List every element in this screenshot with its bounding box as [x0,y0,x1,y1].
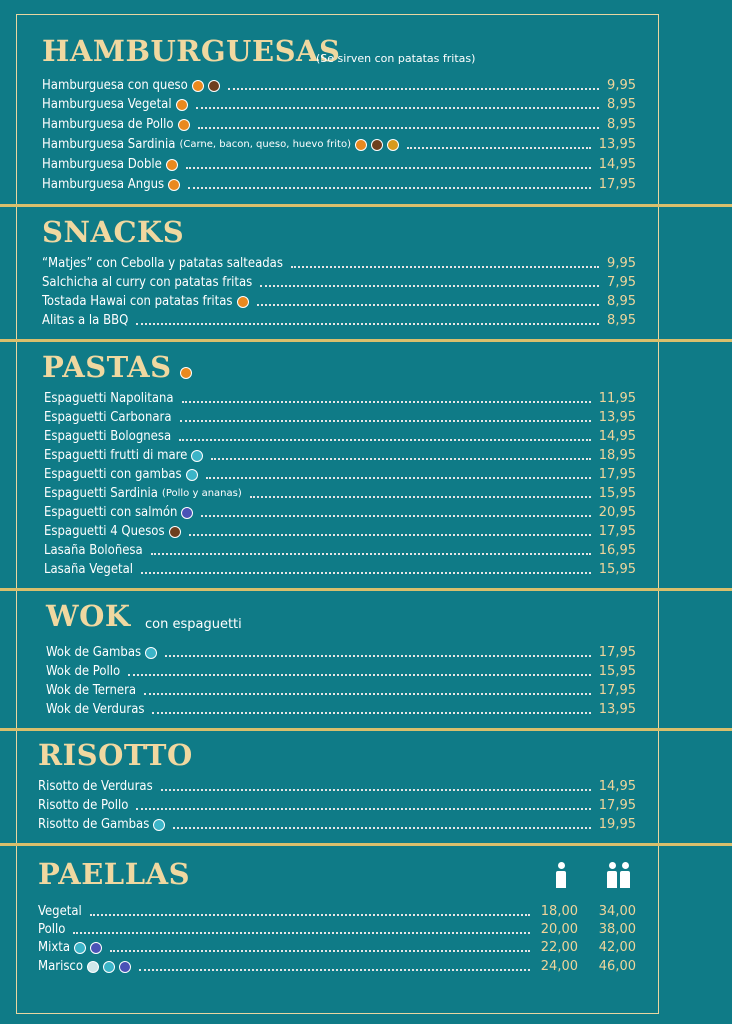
fish-icon [181,507,193,519]
menu-item-price: 18,95 [598,448,636,463]
menu-item [42,95,636,114]
menu-item [46,681,636,700]
menu-item [38,938,636,957]
menu-item-name: Espaguetti 4 Quesos [44,524,165,539]
menu-item-price: 15,95 [598,486,636,501]
menu-item [42,135,636,154]
menu-item-name: Espaguetti frutti di mare [44,448,188,463]
menu-item-price: 13,95 [598,137,636,152]
menu-item [44,408,636,427]
section-title-wok: WOK [46,599,131,633]
dot-leader [188,187,591,189]
dot-leader [196,107,599,109]
menu-item-name: Risotto de Gambas [38,817,150,832]
menu-item-name: Hamburguesa Doble [42,157,162,172]
menu-item-price: 15,95 [598,562,636,577]
menu-item-price: 17,95 [598,683,636,698]
dot-leader [139,969,530,971]
menu-item-name: Hamburguesa con queso [42,78,188,93]
menu-item-price: 11,95 [598,391,636,406]
menu-item [38,777,636,796]
menu-item-note: (Pollo y ananas) [161,488,242,499]
menu-item [38,957,636,976]
dot-leader [110,950,530,952]
menu-item-price: 9,95 [607,256,636,271]
menu-item-price: 17,95 [598,467,636,482]
menu-item-note: (Carne, bacon, queso, huevo frito) [179,139,351,150]
price-two-persons: 38,00 [598,922,636,937]
menu-item-name: Espaguetti con salmón [44,505,178,520]
menu-item-price: 19,95 [598,817,636,832]
section-divider [0,204,732,207]
menu-item [42,155,636,174]
section-divider [0,339,732,342]
dot-leader [189,534,591,536]
egg-icon [387,139,399,151]
dot-leader [179,439,591,441]
dot-leader [198,127,600,129]
dot-leader [211,458,590,460]
menu-item-price: 14,95 [598,429,636,444]
mollusc-icon [87,961,99,973]
menu-item-name: Hamburguesa Sardinia [42,137,176,152]
dot-leader [201,515,590,517]
menu-item-price: 17,95 [598,524,636,539]
menu-item-name: Hamburguesa Angus [42,177,165,192]
menu-item [44,560,636,579]
menu-item [46,700,636,719]
dairy-icon [371,139,383,151]
dot-leader [291,266,599,268]
section-title-hamburguesas: HAMBURGUESAS [42,34,341,68]
menu-item [44,541,636,560]
price-one-person: 20,00 [540,922,578,937]
menu-item-name: Lasaña Vegetal [44,562,134,577]
price-two-persons: 46,00 [598,959,636,974]
menu-item-name: Salchicha al curry con patatas fritas [42,275,253,290]
menu-item-name: Espaguetti Napolitana [44,391,174,406]
gluten-icon [192,80,204,92]
crustacean-icon [103,961,115,973]
dot-leader [90,914,530,916]
menu-item [44,389,636,408]
crustacean-icon [74,942,86,954]
dot-leader [228,88,599,90]
price-one-person: 18,00 [540,904,578,919]
menu-item [44,484,636,503]
dairy-icon [169,526,181,538]
menu-item [42,292,636,311]
dot-leader [206,477,591,479]
menu-item-price: 14,95 [598,157,636,172]
price-one-person: 22,00 [540,940,578,955]
menu-item-price: 14,95 [598,779,636,794]
menu-item-name: Marisco [38,959,83,974]
dot-leader [186,167,591,169]
menu-item [42,254,636,273]
section-title-risotto: RISOTTO [38,738,193,772]
fish-icon [90,942,102,954]
menu-item [38,815,636,834]
menu-item [46,662,636,681]
menu-item-name: Espaguetti Carbonara [44,410,172,425]
section-divider [0,588,732,591]
dot-leader [260,285,599,287]
menu-item [38,796,636,815]
menu-item-name: Hamburguesa Vegetal [42,97,172,112]
menu-item [42,115,636,134]
menu-item-price: 16,95 [598,543,636,558]
menu-item-price: 17,95 [598,798,636,813]
dot-leader [136,808,590,810]
menu-item-name: Mixta [38,940,71,955]
menu-item-name: Wok de Ternera [46,683,137,698]
crustacean-icon [191,450,203,462]
dot-leader [141,572,591,574]
dot-leader [250,496,591,498]
section-title-pastas: PASTAS [42,350,172,384]
menu-item-name: “Matjes” con Cebolla y patatas salteadas [42,256,283,271]
dot-leader [128,674,591,676]
dot-leader [173,827,590,829]
dot-leader [161,789,591,791]
dot-leader [257,304,600,306]
menu-item-name: Lasaña Boloñesa [44,543,143,558]
gluten-icon [178,119,190,131]
menu-item [42,175,636,194]
menu-item-name: Wok de Gambas [46,645,142,660]
crustacean-icon [153,819,165,831]
menu-item-price: 13,95 [598,410,636,425]
dot-leader [182,401,591,403]
gluten-icon [180,367,192,379]
section-title-snacks: SNACKS [42,215,185,249]
section-title-paellas: PAELLAS [38,857,191,891]
dot-leader [144,693,591,695]
dairy-icon [208,80,220,92]
dot-leader [136,323,599,325]
section-subtitle-hamburguesas: (Se sirven con patatas fritas) [316,52,476,65]
menu-item-price: 20,95 [598,505,636,520]
menu-item-price: 7,95 [607,275,636,290]
menu-item [44,503,636,522]
menu-item-price: 15,95 [598,664,636,679]
price-two-persons: 42,00 [598,940,636,955]
menu-item-name: Espaguetti con gambas [44,467,182,482]
menu-item [44,465,636,484]
menu-item-name: Risotto de Pollo [38,798,129,813]
menu-item-price: 8,95 [607,294,636,309]
dot-leader [165,655,591,657]
dot-leader [407,147,591,149]
dot-leader [73,932,530,934]
menu-item-name: Espaguetti Sardinia [44,486,158,501]
menu-item-price: 8,95 [607,313,636,328]
menu-item [44,427,636,446]
section-divider [0,728,732,731]
menu-item-name: Wok de Pollo [46,664,121,679]
gluten-icon [166,159,178,171]
section-divider [0,843,732,846]
one-person-icon [556,862,566,888]
dot-leader [152,712,590,714]
menu-item [46,643,636,662]
menu-item-price: 8,95 [607,117,636,132]
menu-item-price: 17,95 [598,177,636,192]
menu-item [42,76,636,95]
crustacean-icon [145,647,157,659]
menu-item [38,902,636,921]
menu-item [44,522,636,541]
menu-item-name: Espaguetti Bolognesa [44,429,172,444]
gluten-icon [168,179,180,191]
two-persons-icon [607,862,617,888]
two-persons-icon-second [620,862,630,888]
menu-item-name: Wok de Verduras [46,702,145,717]
menu-item-name: Pollo [38,922,66,937]
dot-leader [151,553,591,555]
menu-item-name: Risotto de Verduras [38,779,153,794]
menu-item-price: 17,95 [598,645,636,660]
menu-item-name: Vegetal [38,904,82,919]
menu-item-price: 13,95 [598,702,636,717]
menu-item [38,920,636,939]
dot-leader [180,420,591,422]
gluten-icon [237,296,249,308]
fish-icon [119,961,131,973]
section-subtitle-wok: con espaguetti [145,617,242,632]
price-two-persons: 34,00 [598,904,636,919]
menu-item-name: Tostada Hawai con patatas fritas [42,294,233,309]
menu-item-price: 9,95 [607,78,636,93]
menu-item [44,446,636,465]
menu-item [42,273,636,292]
gluten-icon [355,139,367,151]
menu-item-price: 8,95 [607,97,636,112]
menu-item-name: Hamburguesa de Pollo [42,117,174,132]
crustacean-icon [186,469,198,481]
menu-item-name: Alitas a la BBQ [42,313,129,328]
price-one-person: 24,00 [540,959,578,974]
gluten-icon [176,99,188,111]
menu-item [42,311,636,330]
